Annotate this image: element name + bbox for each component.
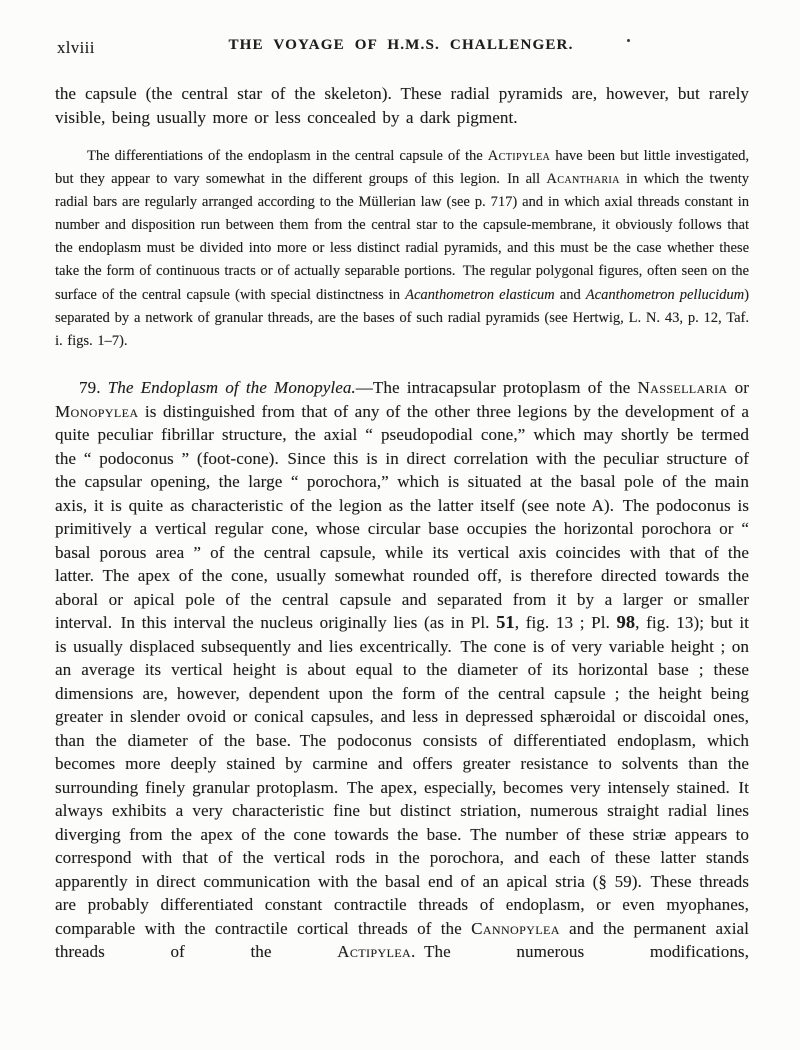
text-run-n: ) separated by a network of granular threads, are the bases of such radial pyramids (see Hertwig, L. N. 43, p. 12, Taf. i. figs. 1–7). (55, 286, 750, 349)
text-run-sc: Actipylea (337, 942, 412, 961)
text-run-i: Acanthometron elasticum (405, 286, 555, 303)
text-run-n: is distinguished from that of any of the other three legions by the development of a quite peculiar fibrillar structure, the axial “ pseudopodial cone,” which may shortly be termed the “ podoconus ” (foot-cone). Since this is in direct correlation with the peculiar structure of the capsular opening, the large “ porochora,” which is situated at the basal pole of the main axis, it is quite as characteristic of the legion as the latter itself (see note A). The podoconus is primitively a vertical regular cone, whose circular base occupies the horizontal porochora or “ basal porous area ” of the central capsule, while its vertical axis coincides with that of the latter. The apex of the cone, usually somewhat rounded off, is therefore directed towards the aboral or apical pole of the central capsule and separated from it by a larger or smaller interval. In this interval the nucleus originally lies (as in Pl. (55, 401, 749, 632)
text-run-sc: Acantharia (546, 171, 620, 188)
ink-speck (627, 39, 630, 42)
text-run-n: . The numerous modifications, (411, 942, 749, 961)
text-run-n: in which the twenty radial bars are regularly arranged according to the Müllerian law (see p. 717) and in which axial threads constant in number and disposition run between them from the central star to the capsule-membrane, it obviously follows that the endoplasm must be divided into more or less distinct radial pyramids, and this must be the case whether these take the form of continuous tracts or of actually separable portions. The regular polygonal figures, often seen on the surface of the central capsule (with special distinctness in (55, 171, 749, 303)
text-run-n: or (727, 378, 749, 397)
text-run-n: , fig. 13); but it is usually displaced subsequently and lies excentrically. The cone is of very variable height ; on an average its vertical height is about equal to the diameter of its horizontal base ; these dimensions are, however, dependent upon the form of the central capsule ; the height being greater in slender ovoid or conical capsules, and less in depressed sphæroidal or discoidal ones, than the diameter of the base. The podoconus consists of differentiated endoplasm, which becomes more deeply stained by carmine and offers greater resistance to solvents than the surrounding finely granular protoplasm. The apex, especially, becomes very intensely stained. It always exhibits a very characteristic fine but distinct striation, numerous straight radial lines diverging from the apex of the cone towards the base. The number of these striæ appears to correspond with that of the vertical rods in the porochora, and each of these latter stands apparently in direct communication with the basal end of an apical stria (§ 59). These threads are probably differentiated constant contractile threads of endoplasm, or even myophanes, comparable with the contractile cortical threads of the (55, 613, 749, 938)
text-run-b: 51 (496, 612, 515, 632)
text-run-b: 98 (616, 612, 636, 632)
text-run-n: The differentiations of the endoplasm in the central capsule of the (87, 148, 488, 164)
paragraph-79-endoplasm-monopylea (55, 376, 749, 964)
paragraph-capsule-continuation (55, 82, 749, 129)
text-run-n: and the permanent axial threads of the (55, 918, 749, 961)
text-run-sc: Nassellaria (637, 378, 728, 397)
text-run-i: The Endoplasm of the Monopylea. (107, 378, 356, 397)
text-run-n: —The intracapsular protoplasm of the (355, 378, 638, 397)
page-number: xlviii (57, 38, 95, 57)
text-run-sc: Monopylea (55, 401, 139, 421)
text-run-n: , fig. 13 ; Pl. (514, 613, 617, 632)
text-run-n: and (554, 286, 586, 303)
page-header (55, 37, 747, 61)
running-title: THE VOYAGE OF H.M.S. CHALLENGER. (228, 37, 574, 53)
text-run-sc: Cannopylea (471, 918, 560, 938)
text-run-n: 79. (79, 378, 108, 397)
paragraph-endoplasm-smallprint (55, 145, 749, 353)
text-run-i: Acanthometron pellucidum (585, 286, 745, 303)
text-run-sc: Actipylea (487, 148, 551, 164)
text-run-n: have been but little investigated, but they appear to vary somewhat in the different groups of this legion. In all (55, 148, 749, 188)
text-run-n: the capsule (the central star of the skeleton). These radial pyramids are, however, but rarely visible, being usually more or less concealed by a dark pigment. (55, 84, 749, 127)
